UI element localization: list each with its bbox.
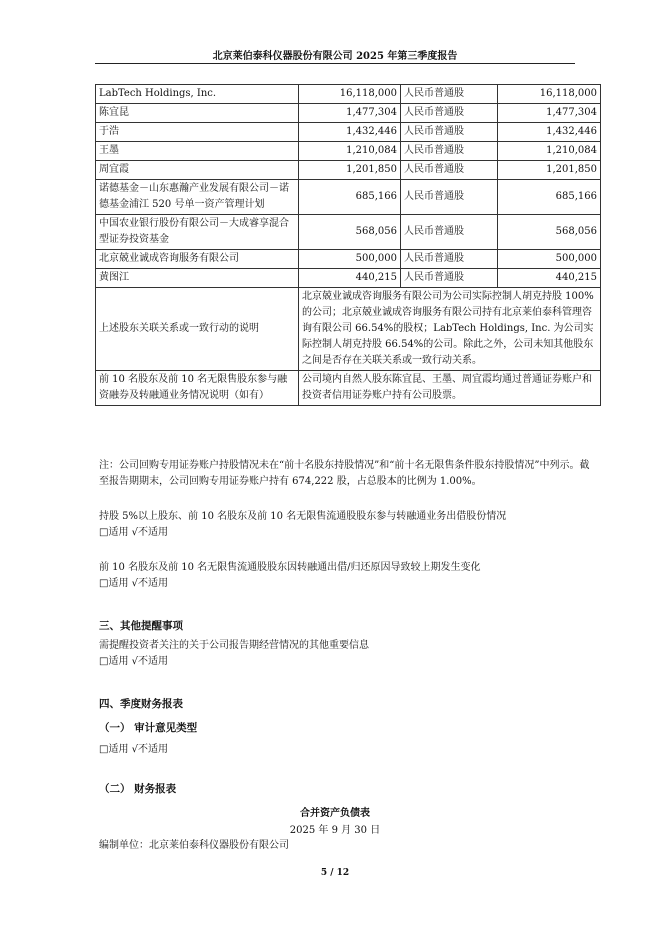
cell-name: 王墨 <box>96 142 299 161</box>
cell-name: 北京兢业诚成咨询服务有限公司 <box>96 250 299 269</box>
cell-qty: 685,166 <box>299 180 401 215</box>
header-rule <box>95 63 575 64</box>
margin-row <box>96 371 601 406</box>
related-row <box>96 288 601 371</box>
cell-type: 人民币普通股 <box>401 269 498 288</box>
cell-qty: 568,056 <box>299 215 401 250</box>
cell-type: 人民币普通股 <box>401 123 498 142</box>
statement-title: 合并资产负债表 <box>300 808 370 819</box>
cell-type: 人民币普通股 <box>401 161 498 180</box>
page-header: 北京莱伯泰科仪器股份有限公司 2025 年第三季度报告 <box>212 51 458 62</box>
table-row <box>96 104 601 123</box>
cell-qty2: 1,201,850 <box>498 161 601 180</box>
section4-sub2: （二） 财务报表 <box>99 783 177 795</box>
cell-qty: 440,215 <box>299 269 401 288</box>
cell-name: LabTech Holdings, Inc. <box>96 85 299 104</box>
cell-type: 人民币普通股 <box>401 85 498 104</box>
table-row <box>96 215 601 250</box>
section4-sub1-choice: □适用 √不适用 <box>99 744 168 755</box>
cell-qty: 1,477,304 <box>299 104 401 123</box>
cell-name: 于浩 <box>96 123 299 142</box>
cell-qty: 1,201,850 <box>299 161 401 180</box>
statement-unit: 编制单位：北京莱伯泰科仪器股份有限公司 <box>99 840 289 851</box>
cell-qty2: 440,215 <box>498 269 601 288</box>
cell-name: 中国农业银行股份有限公司－大成睿享混合型证券投资基金 <box>96 215 299 250</box>
page-number: 5 / 12 <box>320 868 350 878</box>
margin-text: 公司境内自然人股东陈宜昆、王墨、周宜霞均通过普通证券账户和投资者信用证券账户持有公司股票。 <box>299 371 601 406</box>
margin-label: 前 10 名股东及前 10 名无限售股东参与融资融券及转融通业务情况说明（如有） <box>96 371 299 406</box>
cell-type: 人民币普通股 <box>401 142 498 161</box>
table-row <box>96 161 601 180</box>
cell-qty2: 1,432,446 <box>498 123 601 142</box>
section3-text: 需提醒投资者关注的关于公司报告期经营情况的其他重要信息 <box>99 640 369 651</box>
cell-qty2: 500,000 <box>498 250 601 269</box>
table-row <box>96 142 601 161</box>
cell-name: 诺德基金－山东惠瀚产业发展有限公司－诺德基金浦江 520 号单一资产管理计划 <box>96 180 299 215</box>
shareholder-table <box>95 84 601 406</box>
table-note: 注：公司回购专用证券账户持股情况未在“前十名股东持股情况”和“前十名无限售条件股东持股情况”中列示。截至报告期期末，公司回购专用证券账户持有 674,222 股，占总股本的比例为 1.00%。 <box>99 460 590 487</box>
cell-type: 人民币普通股 <box>401 250 498 269</box>
section3-title: 三、其他提醒事项 <box>99 620 183 632</box>
table-row <box>96 269 601 288</box>
cell-name: 陈宜昆 <box>96 104 299 123</box>
cell-qty: 1,210,084 <box>299 142 401 161</box>
item2-title: 前 10 名股东及前 10 名无限售流通股股东因转融通出借/归还原因导致较上期发生变化 <box>99 562 481 573</box>
cell-qty: 1,432,446 <box>299 123 401 142</box>
item2-choice: □适用 √不适用 <box>99 578 168 589</box>
item1-choice: □适用 √不适用 <box>99 527 168 538</box>
section3-choice: □适用 √不适用 <box>99 656 168 667</box>
cell-name: 黄图江 <box>96 269 299 288</box>
cell-qty2: 1,210,084 <box>498 142 601 161</box>
table-row <box>96 250 601 269</box>
cell-qty: 16,118,000 <box>299 85 401 104</box>
cell-type: 人民币普通股 <box>401 180 498 215</box>
table-row <box>96 85 601 104</box>
cell-name: 周宜霞 <box>96 161 299 180</box>
table-row <box>96 123 601 142</box>
cell-type: 人民币普通股 <box>401 215 498 250</box>
related-label: 上述股东关联关系或一致行动的说明 <box>96 288 299 371</box>
related-text: 北京兢业诚成咨询服务有限公司为公司实际控制人胡克持股 100%的公司；北京兢业诚成咨询服务有限公司持有北京莱伯泰科管理咨询有限公司 66.54%的股权；LabTech Holdings, Inc. 为公司实际控制人胡克持股 66.54%的公司。除此之外，公司未知其他股东之间是否存在关联关系或一致行动关系。 <box>299 288 601 371</box>
item1-title: 持股 5%以上股东、前 10 名股东及前 10 名无限售流通股股东参与转融通业务出借股份情况 <box>99 511 507 522</box>
cell-type: 人民币普通股 <box>401 104 498 123</box>
cell-qty2: 1,477,304 <box>498 104 601 123</box>
table-row <box>96 180 601 215</box>
cell-qty: 500,000 <box>299 250 401 269</box>
section4-title: 四、季度财务报表 <box>99 698 183 710</box>
cell-qty2: 685,166 <box>498 180 601 215</box>
section4-sub1: （一） 审计意见类型 <box>99 722 198 734</box>
cell-qty2: 16,118,000 <box>498 85 601 104</box>
statement-date: 2025 年 9 月 30 日 <box>289 825 381 836</box>
cell-qty2: 568,056 <box>498 215 601 250</box>
